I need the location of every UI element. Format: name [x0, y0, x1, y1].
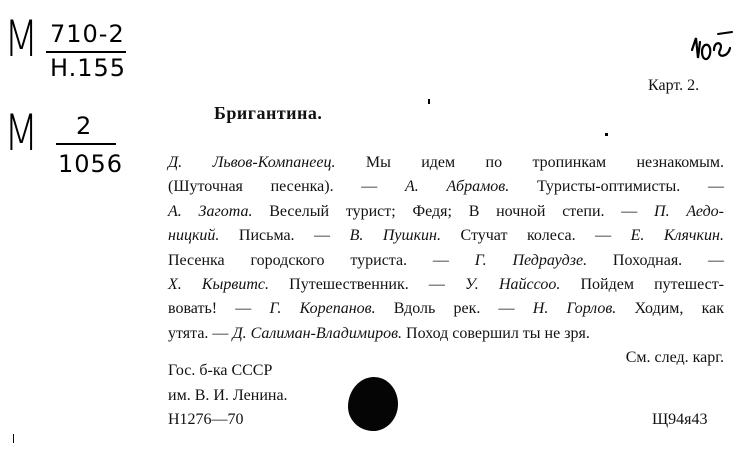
contents-line — [168, 273, 724, 297]
contents-line — [168, 175, 724, 199]
library-line-3: Н1276—70 — [168, 411, 244, 428]
contents-text: Поход совершил ты не зря. — [402, 324, 590, 342]
contents-note — [168, 151, 724, 371]
contents-line — [168, 297, 724, 321]
contents-author: П. Аедо- — [654, 202, 724, 220]
shelfmark-bottom-denominator: 1056 — [58, 150, 124, 178]
contents-text: Путешественник. — — [269, 275, 466, 293]
contents-author: Д. Львов-Компанеец. — [168, 154, 336, 171]
contents-author: Г. Корепанов. — [269, 300, 376, 318]
contents-text: Стучат колеса. — — [441, 227, 631, 245]
contents-author: А. Абрамов. — [405, 178, 510, 196]
contents-line — [168, 249, 724, 273]
shelfmark-bottom-numerator: 2 — [76, 112, 93, 140]
order-number: Щ94я43 — [652, 411, 708, 428]
contents-text: Мы идем по тропинкам незнакомым. — [335, 154, 724, 171]
print-mark — [13, 434, 14, 443]
contents-text: (Шуточная песенка). — — [168, 178, 406, 196]
contents-author: Г. Педраудзе. — [474, 251, 588, 269]
shelfmark-bottom-rule — [56, 143, 116, 145]
contents-line — [168, 224, 724, 248]
ink-blot — [348, 377, 398, 431]
shelfmark-top-rule — [46, 51, 126, 53]
contents-author: Д. Салиман-Владимиров. — [232, 324, 403, 342]
contents-author: Х. Кырвитс. — [168, 275, 269, 293]
library-line-1: Гос. б-ка СССР — [168, 362, 273, 379]
print-mark — [605, 133, 608, 136]
print-mark — [428, 99, 430, 104]
contents-author: Н. Горлов. — [532, 300, 617, 318]
contents-text: Веселый турист; Федя; В ночной степи. — — [252, 202, 655, 220]
card-number: Карт. 2. — [648, 77, 700, 94]
contents-text: Вдоль рек. — — [375, 300, 533, 318]
contents-text: Письма. — — [219, 227, 350, 245]
contents-author: В. Пушкин. — [349, 227, 441, 245]
library-line-2: им. В. И. Ленина. — [168, 387, 288, 404]
contents-line — [168, 151, 724, 175]
contents-text: Пойдем путешест- — [560, 275, 725, 293]
contents-author: Е. Клячкин. — [630, 227, 724, 245]
shelfmark-top-denominator: H.155 — [50, 54, 127, 82]
shelfmark-top-letter: M — [4, 10, 40, 68]
contents-text: утята. — — [168, 324, 233, 342]
contents-line — [168, 322, 724, 346]
handwritten-mark-icon — [688, 24, 738, 70]
record-title: Бригантина. — [214, 103, 323, 123]
contents-author: У. Найссоо. — [465, 275, 561, 293]
contents-author: А. Загота. — [168, 202, 253, 220]
see-next-card: См. след. карг. — [625, 349, 724, 367]
contents-text: вовать! — — [168, 300, 270, 318]
contents-text: Ходим, как — [616, 300, 725, 318]
contents-text: Туристы-оптимисты. — — [509, 178, 725, 196]
contents-text: Песенка городского туриста. — — [168, 251, 475, 269]
contents-line — [168, 200, 724, 224]
shelfmark-bottom-letter: M — [4, 104, 40, 162]
contents-author: ницкий. — [168, 227, 220, 245]
shelfmark-top-numerator: 710-2 — [50, 20, 125, 48]
contents-text: Походная. — — [587, 251, 725, 269]
